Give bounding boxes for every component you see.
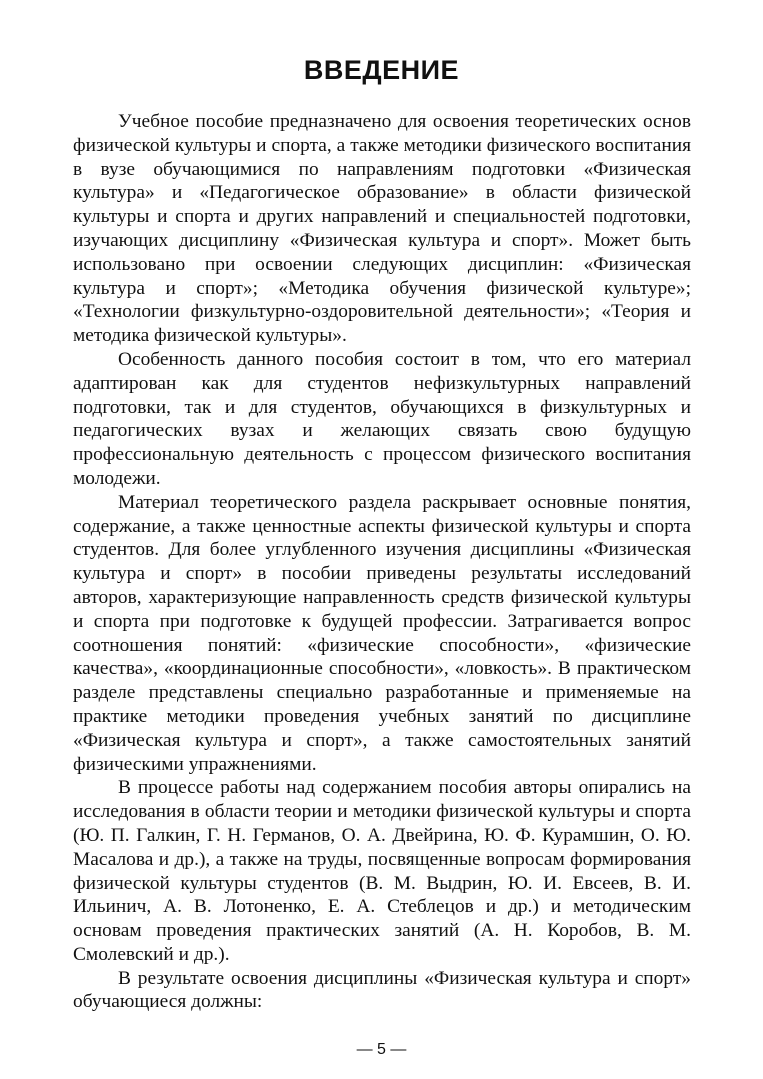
paragraph-1: Учебное пособие предназначено для освоения теоретических основ физической культуры и спорта, а также методики физического воспитания в вузе обучающимися по направлениям подготовки «Физическая культура» и «Педагогическое образование» в области физической культуры и спорта и других направлений и специальностей подготовки, изучающих дисциплину «Физическая культура и спорт». Может быть использовано при освоении следующих дисциплин: «Физическая культура и спорт»; «Методика обучения физической культуре»; «Технологии физкультурно-оздоровительной деятельности»; «Теория и методика физической культуры». (73, 111, 691, 347)
body-text (73, 110, 691, 1014)
paragraph-5: В результате освоения дисциплины «Физическая культура и спорт» обучающиеся должны: (73, 967, 691, 1013)
paragraph-2: Особенность данного пособия состоит в том, что его материал адаптирован как для студентов нефизкультурных направлений подготовки, так и для студентов, обучающихся в физкультурных и педагогических вузах и желающих связать свою будущую профессиональную деятельность с процессом физического воспитания молодежи. (73, 348, 691, 489)
paragraph-3: Материал теоретического раздела раскрывает основные понятия, содержание, а также ценностные аспекты физической культуры и спорта студентов. Для более углубленного изучения дисциплины «Физическая культура и спорт» в пособии приведены результаты исследований авторов, характеризующие направленность средств физической культуры и спорта при подготовке к будущей профессии. Затрагивается вопрос соотношения понятий: «физические способности», «физические качества», «координационные способности», «ловкость». В практическом разделе представлены специально разработанные и применяемые на практике методики проведения учебных занятий по дисциплине «Физическая культура и спорт», а также самостоятельных занятий физическими упражнениями. (73, 491, 691, 775)
page-title: ВВЕДЕНИЕ (303, 55, 460, 85)
paragraph-4: В процессе работы над содержанием пособия авторы опирались на исследования в области теории и методики физической культуры и спорта (Ю. П. Галкин, Г. Н. Германов, О. А. Двейрина, Ю. Ф. Курамшин, О. Ю. Масалова и др.), а также на труды, посвященные вопросам формирования физической культуры студентов (В. М. Выдрин, Ю. И. Евсеев, В. И. Ильинич, А. В. Лотоненко, Е. А. Стеблецов и др.) и методическим основам проведения практических занятий (А. Н. Коробов, В. М. Смолевский и др.). (73, 777, 691, 965)
page-number: — 5 — (356, 1041, 407, 1058)
